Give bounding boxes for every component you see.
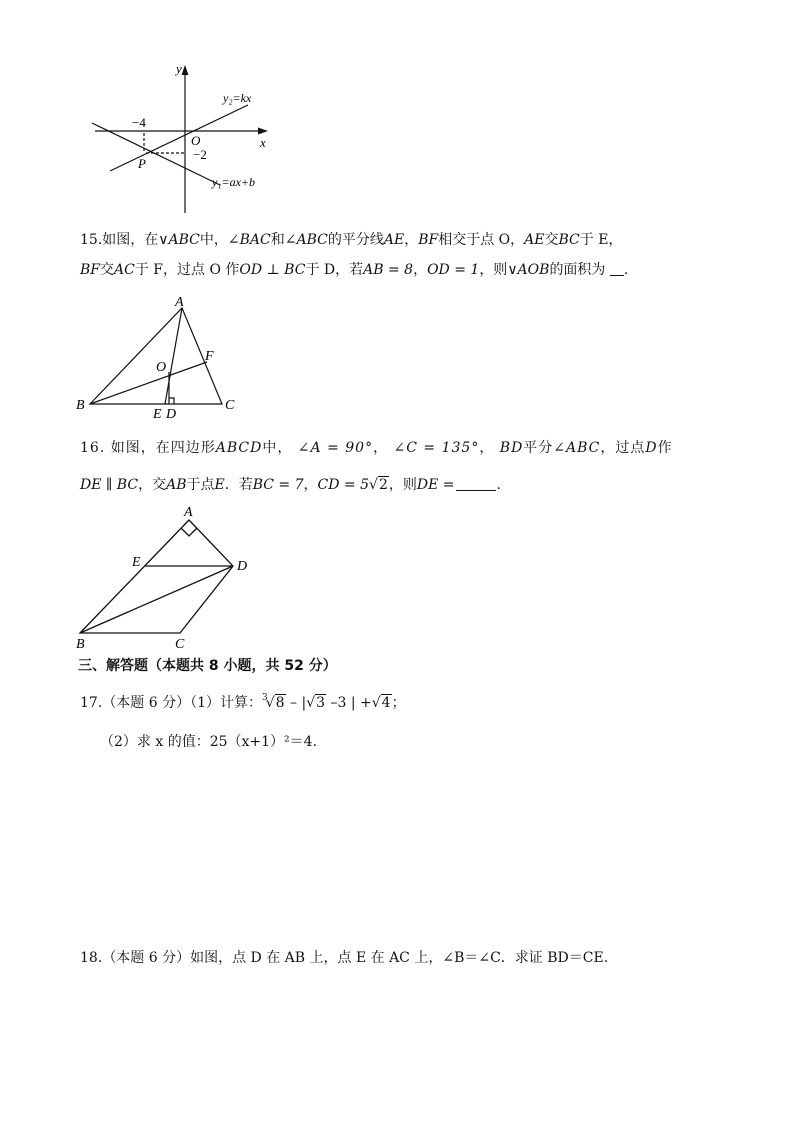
line-y2 <box>110 105 248 171</box>
q15-number: 15. <box>80 232 103 248</box>
label-a: A <box>175 295 184 310</box>
y-label: y <box>176 61 182 76</box>
label-c: C <box>175 637 185 652</box>
coordinate-graph-figure <box>80 55 290 220</box>
segment-bf <box>90 362 207 404</box>
y-arrow-icon <box>182 65 189 75</box>
question-16: 16. 如图，在四边形ABCD中， ∠A = 90°， ∠C = 135°， BD平分∠ABC，过点D作 DE ∥ BC，交AB于点E．若BC = 7，CD = 5√2，则DE = . <box>80 440 673 493</box>
label-d: D <box>237 559 248 574</box>
right-angle-mark-a <box>181 528 197 536</box>
question-17-part1: 17.（本题 6 分）（1）计算：$^3$√8 – |√3 –3 | +√4； <box>80 693 406 711</box>
y-mark-label: −2 <box>193 147 207 162</box>
q16-number: 16. <box>80 440 106 456</box>
section-3-heading: 三、解答题（本题共 8 小题，共 52 分） <box>78 658 337 674</box>
label-o: O <box>156 360 167 375</box>
triangle-bisector-figure <box>70 290 250 420</box>
label-e: E <box>153 407 162 420</box>
question-17-part2: （2）求 x 的值：25（x+1）²＝4. <box>100 734 318 750</box>
label-e: E <box>132 555 141 570</box>
origin-label: O <box>191 133 201 148</box>
line1-label: y₁=ax+b <box>212 175 256 189</box>
q15-answer-blank[interactable] <box>610 261 624 276</box>
triangle-abc <box>90 308 222 404</box>
q16-answer-blank[interactable] <box>456 476 496 491</box>
question-15: 15.如图，在∨ABC中，∠BAC和∠ABC的平分线AE，BF相交于点 O，AE交BC于 E， BF交AC于 F，过点 O 作OD ⊥ BC于 D，若AB = 8，OD = 1，则∨AOB的面积为 . <box>80 232 629 278</box>
quadrilateral-figure <box>70 500 270 655</box>
point-p-label: P <box>138 156 146 171</box>
label-b: B <box>76 398 85 413</box>
x-label: x <box>260 135 266 150</box>
x-arrow-icon <box>258 128 268 135</box>
label-f: F <box>205 349 214 364</box>
x-mark-label: −4 <box>132 115 146 130</box>
line2-label: y₂=kx <box>223 91 252 105</box>
right-angle-mark <box>169 398 174 404</box>
label-d: D <box>166 407 177 420</box>
label-a: A <box>184 505 193 520</box>
label-b: B <box>76 637 85 652</box>
diagonal-bd <box>80 566 233 633</box>
label-c: C <box>225 398 235 413</box>
question-18: 18.（本题 6 分）如图，点 D 在 AB 上，点 E 在 AC 上，∠B＝∠C．求证 BD＝CE. <box>80 950 609 966</box>
